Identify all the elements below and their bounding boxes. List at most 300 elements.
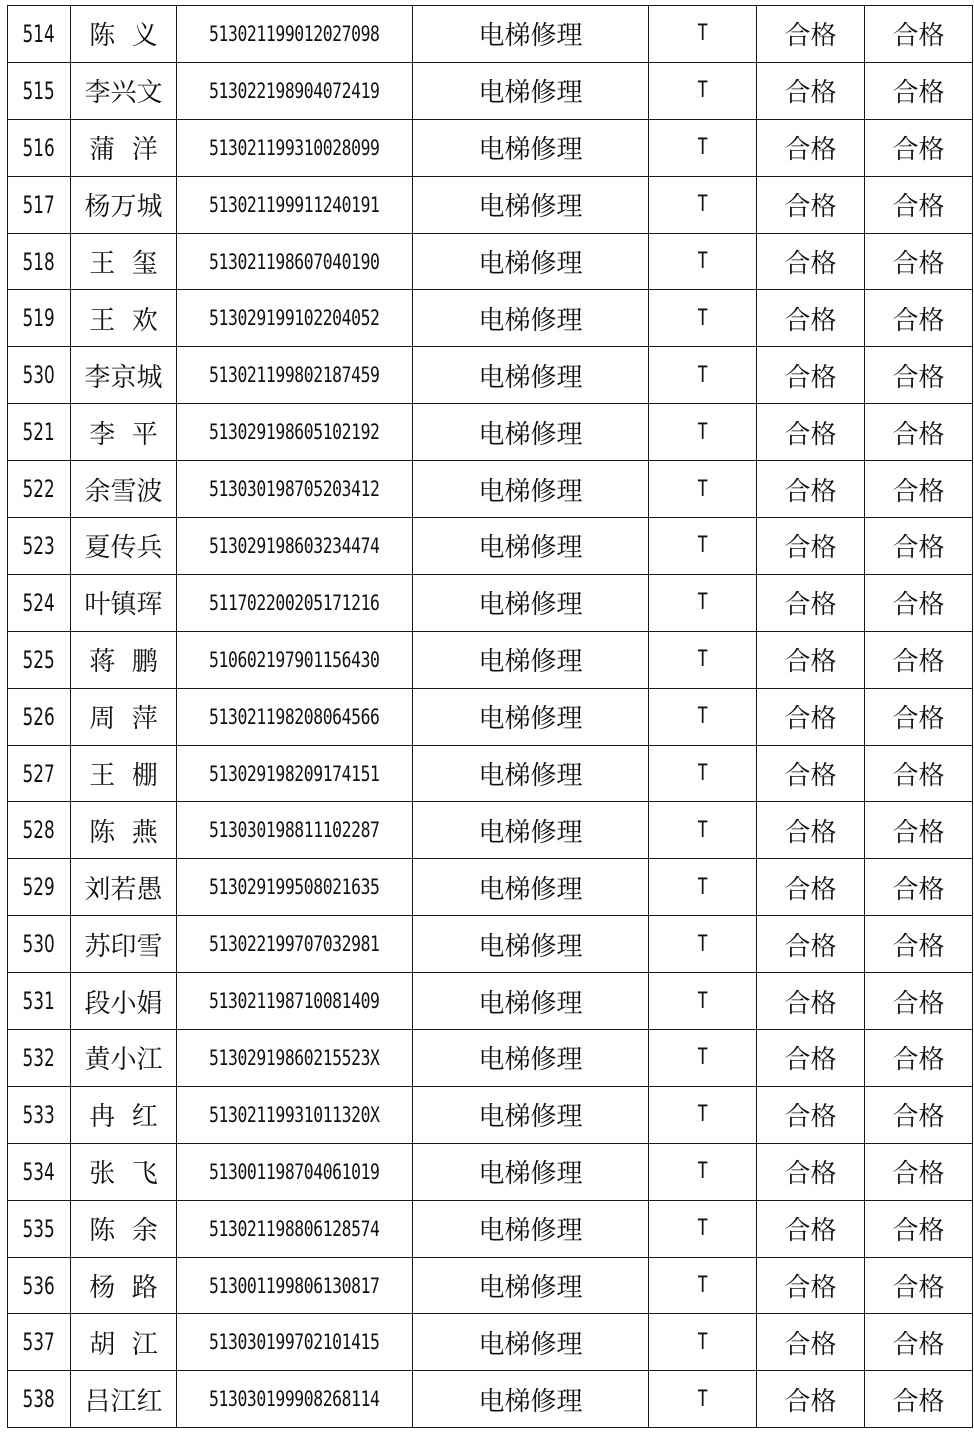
- seq-text: 522: [22, 475, 56, 504]
- item-text: 电梯修理: [478, 988, 583, 1019]
- seq-text: 538: [22, 1385, 56, 1414]
- item-text: 电梯修理: [478, 704, 583, 735]
- practical-result-cell: [865, 1143, 973, 1200]
- name-cell: [71, 62, 177, 119]
- seq-cell: [8, 404, 71, 461]
- seq-cell: [8, 1371, 71, 1428]
- theory-result-text: 合格: [784, 476, 837, 507]
- practical-result-cell: [865, 688, 973, 745]
- category-cell: [649, 6, 757, 63]
- seq-text: 517: [22, 190, 56, 219]
- table-row: [8, 1314, 973, 1371]
- name-text: 段小娟: [84, 988, 163, 1019]
- practical-result-cell: [865, 233, 973, 290]
- practical-result-cell: [865, 1030, 973, 1087]
- category-cell: [649, 1030, 757, 1087]
- seq-cell: [8, 1257, 71, 1314]
- id-number-text: 511702200205171216: [209, 590, 380, 615]
- item-cell: [413, 62, 649, 119]
- item-text: 电梯修理: [478, 1045, 583, 1076]
- item-text: 电梯修理: [478, 78, 583, 109]
- id-number-cell: [177, 404, 413, 461]
- item-cell: [413, 404, 649, 461]
- category-text: T: [697, 1273, 708, 1299]
- category-text: T: [697, 249, 708, 274]
- item-cell: [413, 859, 649, 916]
- theory-result-cell: [757, 62, 865, 119]
- practical-result-cell: [865, 574, 973, 631]
- item-text: 电梯修理: [478, 192, 583, 223]
- name-cell: [71, 119, 177, 176]
- table-row: [8, 688, 973, 745]
- name-cell: [71, 916, 177, 973]
- id-number-cell: [177, 574, 413, 631]
- item-text: 电梯修理: [478, 931, 583, 962]
- theory-result-cell: [757, 461, 865, 518]
- theory-result-cell: [757, 6, 865, 63]
- item-cell: [413, 176, 649, 233]
- seq-text: 535: [22, 1214, 56, 1243]
- seq-cell: [8, 574, 71, 631]
- id-number-cell: [177, 62, 413, 119]
- seq-cell: [8, 347, 71, 404]
- theory-result-text: 合格: [784, 362, 837, 393]
- seq-text: 525: [22, 645, 56, 674]
- theory-result-text: 合格: [784, 249, 837, 279]
- seq-cell: [8, 916, 71, 973]
- category-text: T: [697, 1329, 708, 1355]
- theory-result-cell: [757, 1371, 865, 1428]
- seq-text: 518: [22, 247, 56, 276]
- category-text: T: [697, 419, 708, 445]
- practical-result-cell: [865, 1257, 973, 1314]
- theory-result-cell: [757, 347, 865, 404]
- id-number-cell: [177, 461, 413, 518]
- seq-cell: [8, 461, 71, 518]
- name-text: 周 萍: [89, 704, 158, 735]
- id-number-cell: [177, 1086, 413, 1143]
- category-text: T: [697, 931, 708, 957]
- item-cell: [413, 6, 649, 63]
- name-text: 冉 红: [89, 1102, 158, 1133]
- theory-result-cell: [757, 916, 865, 973]
- id-number-cell: [177, 233, 413, 290]
- id-number-cell: [177, 119, 413, 176]
- seq-cell: [8, 290, 71, 347]
- seq-cell: [8, 1030, 71, 1087]
- practical-result-text: 合格: [892, 192, 945, 223]
- category-cell: [649, 574, 757, 631]
- name-text: 王 玺: [89, 249, 158, 279]
- theory-result-text: 合格: [784, 1102, 837, 1133]
- id-number-cell: [177, 1200, 413, 1257]
- seq-cell: [8, 119, 71, 176]
- category-cell: [649, 631, 757, 688]
- seq-cell: [8, 62, 71, 119]
- item-cell: [413, 1257, 649, 1314]
- practical-result-cell: [865, 745, 973, 802]
- table-row: [8, 404, 973, 461]
- name-cell: [71, 802, 177, 859]
- practical-result-text: 合格: [892, 419, 945, 450]
- category-text: T: [697, 305, 708, 331]
- practical-result-cell: [865, 1371, 973, 1428]
- id-number-text: 513030199702101415: [209, 1330, 380, 1355]
- theory-result-text: 合格: [784, 305, 837, 336]
- name-cell: [71, 6, 177, 63]
- theory-result-text: 合格: [784, 761, 837, 792]
- practical-result-cell: [865, 1086, 973, 1143]
- practical-result-text: 合格: [892, 761, 945, 792]
- name-cell: [71, 1143, 177, 1200]
- practical-result-text: 合格: [892, 817, 945, 848]
- category-cell: [649, 176, 757, 233]
- category-cell: [649, 290, 757, 347]
- category-cell: [649, 1371, 757, 1428]
- name-cell: [71, 574, 177, 631]
- name-text: 李 平: [89, 419, 158, 450]
- item-cell: [413, 461, 649, 518]
- theory-result-text: 合格: [784, 590, 837, 621]
- id-number-cell: [177, 745, 413, 802]
- id-number-text: 513022198904072419: [209, 78, 380, 103]
- item-text: 电梯修理: [478, 761, 583, 792]
- seq-text: 521: [22, 418, 56, 447]
- id-number-cell: [177, 290, 413, 347]
- practical-result-text: 合格: [892, 249, 945, 279]
- theory-result-cell: [757, 859, 865, 916]
- category-cell: [649, 1143, 757, 1200]
- category-cell: [649, 1257, 757, 1314]
- practical-result-cell: [865, 347, 973, 404]
- name-text: 李兴文: [84, 78, 163, 109]
- theory-result-text: 合格: [784, 931, 837, 962]
- name-cell: [71, 347, 177, 404]
- id-number-cell: [177, 1257, 413, 1314]
- practical-result-text: 合格: [892, 305, 945, 336]
- name-text: 陈 余: [89, 1216, 158, 1247]
- name-cell: [71, 1200, 177, 1257]
- category-cell: [649, 688, 757, 745]
- item-cell: [413, 631, 649, 688]
- id-number-cell: [177, 347, 413, 404]
- results-table: [7, 5, 973, 1428]
- id-number-text: 513021198607040190: [209, 249, 380, 274]
- table-row: [8, 461, 973, 518]
- category-text: T: [697, 192, 708, 218]
- item-text: 电梯修理: [478, 1386, 583, 1417]
- name-cell: [71, 233, 177, 290]
- practical-result-text: 合格: [892, 1216, 945, 1247]
- table-row: [8, 745, 973, 802]
- practical-result-text: 合格: [892, 1159, 945, 1190]
- practical-result-cell: [865, 1200, 973, 1257]
- seq-cell: [8, 631, 71, 688]
- id-number-text: 513021199802187459: [209, 363, 380, 388]
- table-row: [8, 347, 973, 404]
- practical-result-cell: [865, 6, 973, 63]
- item-text: 电梯修理: [478, 135, 583, 166]
- practical-result-cell: [865, 973, 973, 1030]
- name-text: 王 欢: [89, 305, 158, 336]
- id-number-cell: [177, 802, 413, 859]
- table-row: [8, 1143, 973, 1200]
- item-cell: [413, 347, 649, 404]
- practical-result-cell: [865, 62, 973, 119]
- name-text: 黄小江: [84, 1045, 163, 1076]
- id-number-text: 513001198704061019: [209, 1159, 380, 1184]
- theory-result-text: 合格: [784, 647, 837, 678]
- name-cell: [71, 973, 177, 1030]
- theory-result-text: 合格: [784, 1329, 837, 1360]
- theory-result-cell: [757, 1257, 865, 1314]
- table-row: [8, 859, 973, 916]
- table-row: [8, 119, 973, 176]
- name-cell: [71, 290, 177, 347]
- id-number-text: 510602197901156430: [209, 647, 380, 672]
- seq-text: 529: [22, 873, 56, 902]
- item-cell: [413, 1030, 649, 1087]
- item-text: 电梯修理: [478, 1102, 583, 1133]
- name-text: 张 飞: [89, 1159, 158, 1190]
- theory-result-text: 合格: [784, 1273, 837, 1304]
- practical-result-text: 合格: [892, 78, 945, 109]
- practical-result-cell: [865, 290, 973, 347]
- practical-result-text: 合格: [892, 988, 945, 1019]
- table-row: [8, 176, 973, 233]
- id-number-cell: [177, 1143, 413, 1200]
- theory-result-text: 合格: [784, 988, 837, 1019]
- id-number-text: 513030199908268114: [209, 1387, 380, 1412]
- name-text: 苏印雪: [84, 931, 163, 962]
- seq-text: 519: [22, 304, 56, 333]
- id-number-text: 513029199102204052: [209, 306, 380, 331]
- table-row: [8, 62, 973, 119]
- seq-text: 514: [22, 19, 56, 48]
- name-text: 夏传兵: [84, 533, 163, 564]
- id-number-text: 513030198811102287: [209, 818, 380, 843]
- category-cell: [649, 916, 757, 973]
- item-cell: [413, 1200, 649, 1257]
- theory-result-cell: [757, 802, 865, 859]
- practical-result-text: 合格: [892, 476, 945, 507]
- name-text: 李京城: [84, 362, 163, 393]
- name-text: 吕江红: [84, 1386, 163, 1417]
- theory-result-cell: [757, 1086, 865, 1143]
- seq-text: 516: [22, 133, 56, 162]
- theory-result-text: 合格: [784, 135, 837, 166]
- item-text: 电梯修理: [478, 1159, 583, 1190]
- practical-result-text: 合格: [892, 1045, 945, 1076]
- theory-result-text: 合格: [784, 1386, 837, 1417]
- table-row: [8, 1086, 973, 1143]
- id-number-cell: [177, 916, 413, 973]
- id-number-text: 513021199012027098: [209, 21, 380, 46]
- name-cell: [71, 859, 177, 916]
- category-text: T: [697, 761, 708, 787]
- theory-result-cell: [757, 688, 865, 745]
- theory-result-text: 合格: [784, 78, 837, 109]
- name-cell: [71, 745, 177, 802]
- theory-result-text: 合格: [784, 704, 837, 735]
- category-cell: [649, 859, 757, 916]
- item-cell: [413, 916, 649, 973]
- item-cell: [413, 518, 649, 575]
- seq-text: 531: [22, 987, 56, 1016]
- name-text: 王 棚: [89, 761, 158, 792]
- seq-cell: [8, 233, 71, 290]
- seq-cell: [8, 1143, 71, 1200]
- name-cell: [71, 461, 177, 518]
- category-cell: [649, 404, 757, 461]
- seq-text: 534: [22, 1157, 56, 1186]
- theory-result-cell: [757, 1030, 865, 1087]
- theory-result-cell: [757, 119, 865, 176]
- table-row: [8, 973, 973, 1030]
- theory-result-cell: [757, 1143, 865, 1200]
- seq-text: 515: [22, 76, 56, 105]
- category-text: T: [697, 817, 708, 843]
- category-text: T: [697, 78, 708, 104]
- seq-cell: [8, 802, 71, 859]
- item-cell: [413, 688, 649, 745]
- category-text: T: [697, 1045, 708, 1071]
- practical-result-text: 合格: [892, 1273, 945, 1304]
- name-cell: [71, 688, 177, 745]
- item-text: 电梯修理: [478, 249, 583, 279]
- name-text: 叶镇珲: [84, 590, 163, 621]
- item-cell: [413, 1143, 649, 1200]
- item-text: 电梯修理: [478, 1329, 583, 1360]
- theory-result-cell: [757, 745, 865, 802]
- practical-result-cell: [865, 631, 973, 688]
- id-number-text: 513021198806128574: [209, 1216, 380, 1241]
- category-cell: [649, 119, 757, 176]
- theory-result-text: 合格: [784, 533, 837, 564]
- seq-text: 533: [22, 1100, 56, 1129]
- item-text: 电梯修理: [478, 590, 583, 621]
- seq-cell: [8, 859, 71, 916]
- category-text: T: [697, 647, 708, 673]
- name-text: 胡 江: [89, 1329, 158, 1360]
- practical-result-text: 合格: [892, 931, 945, 962]
- seq-text: 524: [22, 588, 56, 617]
- category-text: T: [697, 1386, 708, 1412]
- practical-result-text: 合格: [892, 647, 945, 678]
- id-number-text: 513001199806130817: [209, 1273, 380, 1298]
- name-cell: [71, 518, 177, 575]
- item-text: 电梯修理: [478, 647, 583, 678]
- seq-cell: [8, 176, 71, 233]
- practical-result-text: 合格: [892, 1386, 945, 1417]
- table-row: [8, 802, 973, 859]
- id-number-cell: [177, 176, 413, 233]
- name-cell: [71, 1314, 177, 1371]
- item-text: 电梯修理: [478, 874, 583, 905]
- practical-result-cell: [865, 461, 973, 518]
- table-row: [8, 518, 973, 575]
- id-number-cell: [177, 1030, 413, 1087]
- id-number-text: 513029198209174151: [209, 761, 380, 786]
- seq-cell: [8, 745, 71, 802]
- theory-result-cell: [757, 1314, 865, 1371]
- name-text: 杨 路: [89, 1273, 158, 1304]
- item-cell: [413, 574, 649, 631]
- seq-cell: [8, 1314, 71, 1371]
- id-number-text: 513029199508021635: [209, 875, 380, 900]
- theory-result-cell: [757, 631, 865, 688]
- practical-result-text: 合格: [892, 874, 945, 905]
- category-text: T: [697, 874, 708, 900]
- item-cell: [413, 802, 649, 859]
- theory-result-text: 合格: [784, 21, 837, 52]
- seq-cell: [8, 688, 71, 745]
- theory-result-cell: [757, 574, 865, 631]
- category-text: T: [697, 533, 708, 559]
- theory-result-text: 合格: [784, 192, 837, 223]
- id-number-text: 513022199707032981: [209, 932, 380, 957]
- item-cell: [413, 1314, 649, 1371]
- item-cell: [413, 119, 649, 176]
- category-text: T: [697, 1102, 708, 1128]
- category-text: T: [697, 704, 708, 730]
- id-number-cell: [177, 631, 413, 688]
- practical-result-cell: [865, 1314, 973, 1371]
- category-text: T: [697, 476, 708, 502]
- seq-cell: [8, 518, 71, 575]
- seq-text: 530: [22, 361, 56, 390]
- item-text: 电梯修理: [478, 305, 583, 336]
- seq-cell: [8, 1200, 71, 1257]
- name-cell: [71, 1086, 177, 1143]
- category-cell: [649, 1200, 757, 1257]
- category-cell: [649, 802, 757, 859]
- practical-result-text: 合格: [892, 533, 945, 564]
- table-row: [8, 1257, 973, 1314]
- practical-result-text: 合格: [892, 21, 945, 52]
- seq-text: 528: [22, 816, 56, 845]
- id-number-cell: [177, 973, 413, 1030]
- table-row: [8, 916, 973, 973]
- id-number-cell: [177, 6, 413, 63]
- theory-result-text: 合格: [784, 817, 837, 848]
- item-text: 电梯修理: [478, 21, 583, 52]
- name-cell: [71, 1371, 177, 1428]
- table-row: [8, 1030, 973, 1087]
- id-number-text: 513021199911240191: [209, 192, 380, 217]
- theory-result-cell: [757, 233, 865, 290]
- id-number-cell: [177, 688, 413, 745]
- table-row: [8, 233, 973, 290]
- name-text: 陈 燕: [89, 817, 158, 848]
- table-row: [8, 1200, 973, 1257]
- name-cell: [71, 404, 177, 461]
- item-cell: [413, 233, 649, 290]
- theory-result-text: 合格: [784, 874, 837, 905]
- practical-result-cell: [865, 404, 973, 461]
- name-cell: [71, 631, 177, 688]
- item-cell: [413, 973, 649, 1030]
- practical-result-cell: [865, 916, 973, 973]
- seq-text: 532: [22, 1043, 56, 1072]
- theory-result-cell: [757, 404, 865, 461]
- item-text: 电梯修理: [478, 476, 583, 507]
- item-text: 电梯修理: [478, 419, 583, 450]
- practical-result-text: 合格: [892, 135, 945, 166]
- item-text: 电梯修理: [478, 817, 583, 848]
- practical-result-cell: [865, 119, 973, 176]
- id-number-cell: [177, 1371, 413, 1428]
